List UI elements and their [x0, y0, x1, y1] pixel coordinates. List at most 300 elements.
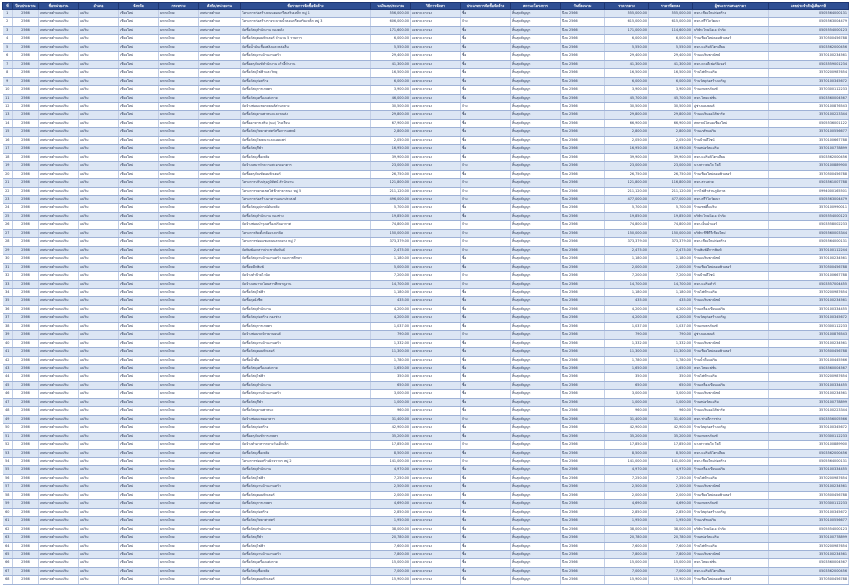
- table-cell[interactable]: เฉพาะเจาะจง: [411, 288, 461, 296]
- table-cell[interactable]: แม่ริม: [79, 26, 119, 34]
- table-cell[interactable]: สิ้นสุดสัญญา: [511, 373, 561, 381]
- table-cell[interactable]: 150,000.00: [605, 229, 649, 237]
- table-cell[interactable]: จัดซื้อวัสดุงานบ้านงานครัว กองการศึกษา: [241, 255, 371, 263]
- table-cell[interactable]: เชียงใหม่: [119, 551, 159, 559]
- table-cell[interactable]: เทศบาลตำบลแม่ริม: [39, 398, 79, 406]
- table-cell[interactable]: เทศบาลตำบล: [199, 221, 241, 229]
- table-cell[interactable]: 1,780.00: [371, 356, 411, 364]
- table-cell[interactable]: ปีงบ 2566: [561, 263, 605, 271]
- table-cell[interactable]: เทศบาลตำบล: [199, 415, 241, 423]
- column-header[interactable]: ราคากลาง: [605, 3, 649, 10]
- table-cell[interactable]: 67,900.00: [371, 119, 411, 127]
- table-cell[interactable]: เฉพาะเจาะจง: [411, 449, 461, 457]
- table-cell[interactable]: นางสาวสมใจ ใจดี: [693, 162, 769, 170]
- table-cell[interactable]: จ้าง: [461, 238, 511, 246]
- table-cell[interactable]: 11,300.00: [371, 348, 411, 356]
- table-cell[interactable]: ร้านไฟฟ้าแม่ริม: [693, 288, 769, 296]
- table-cell[interactable]: ซื้อ: [461, 517, 511, 525]
- table-cell[interactable]: จัดซื้อวัสดุเครื่องแต่งกาย: [241, 559, 371, 567]
- table-cell[interactable]: เฉพาะเจาะจง: [411, 348, 461, 356]
- table-row[interactable]: [3, 517, 849, 525]
- table-cell[interactable]: เชียงใหม่: [119, 18, 159, 26]
- table-cell[interactable]: มหาดไทย: [159, 449, 199, 457]
- table-row[interactable]: [3, 525, 849, 533]
- table-cell[interactable]: สิ้นสุดสัญญา: [511, 60, 561, 68]
- table-cell[interactable]: ปีงบ 2566: [561, 246, 605, 254]
- table-cell[interactable]: ปีงบ 2566: [561, 314, 605, 322]
- table-cell[interactable]: สิ้นสุดสัญญา: [511, 474, 561, 482]
- table-cell[interactable]: เทศบาลตำบลแม่ริม: [39, 441, 79, 449]
- table-cell[interactable]: มหาดไทย: [159, 94, 199, 102]
- table-cell[interactable]: ปีงบ 2566: [561, 86, 605, 94]
- table-cell[interactable]: สิ้นสุดสัญญา: [511, 390, 561, 398]
- table-cell[interactable]: เฉพาะเจาะจง: [411, 381, 461, 389]
- table-cell[interactable]: แม่ริม: [79, 517, 119, 525]
- table-cell[interactable]: เทศบาลตำบล: [199, 432, 241, 440]
- table-cell[interactable]: มหาดไทย: [159, 525, 199, 533]
- table-row[interactable]: [3, 153, 849, 161]
- table-cell[interactable]: ปีงบ 2566: [561, 297, 605, 305]
- table-cell[interactable]: ซื้อ: [461, 288, 511, 296]
- table-cell[interactable]: 2,800.00: [649, 128, 693, 136]
- table-cell[interactable]: ร้านไฟฟ้าแม่ริม: [693, 542, 769, 550]
- table-cell[interactable]: เทศบาลตำบล: [199, 517, 241, 525]
- table-cell[interactable]: 12: [3, 102, 13, 110]
- table-cell[interactable]: หจก.ศรีวิไลวัฒนา: [693, 18, 769, 26]
- table-cell[interactable]: สิ้นสุดสัญญา: [511, 441, 561, 449]
- table-cell[interactable]: ซื้อ: [461, 86, 511, 94]
- table-cell[interactable]: แม่ริม: [79, 365, 119, 373]
- table-cell[interactable]: ปีงบ 2566: [561, 26, 605, 34]
- table-cell[interactable]: ร้านสปอร์ตแม่ริม: [693, 534, 769, 542]
- table-cell[interactable]: ปีงบ 2566: [561, 542, 605, 550]
- table-cell[interactable]: 15,900.00: [649, 576, 693, 584]
- table-cell[interactable]: เทศบาลตำบล: [199, 136, 241, 144]
- table-cell[interactable]: สิ้นสุดสัญญา: [511, 305, 561, 313]
- table-cell[interactable]: มหาดไทย: [159, 111, 199, 119]
- table-cell[interactable]: 3570200987654: [769, 373, 849, 381]
- table-cell[interactable]: 3570100234561: [769, 339, 849, 347]
- table-cell[interactable]: ปีงบ 2566: [561, 255, 605, 263]
- table-cell[interactable]: ซื้อ: [461, 542, 511, 550]
- table-cell[interactable]: แม่ริม: [79, 94, 119, 102]
- table-cell[interactable]: 4: [3, 35, 13, 43]
- table-cell[interactable]: ซื้อ: [461, 111, 511, 119]
- table-cell[interactable]: เชียงใหม่: [119, 466, 159, 474]
- table-cell[interactable]: แม่ริม: [79, 136, 119, 144]
- table-cell[interactable]: ซื้อ: [461, 170, 511, 178]
- table-cell[interactable]: ซื้อ: [461, 508, 511, 516]
- table-cell[interactable]: เทศบาลตำบล: [199, 86, 241, 94]
- table-cell[interactable]: จ้าง: [461, 331, 511, 339]
- table-cell[interactable]: ปีงบ 2566: [561, 119, 605, 127]
- table-cell[interactable]: เทศบาลตำบลแม่ริม: [39, 331, 79, 339]
- table-cell[interactable]: เทศบาลตำบลแม่ริม: [39, 69, 79, 77]
- table-cell[interactable]: 8,500.00: [649, 449, 693, 457]
- table-cell[interactable]: 43: [3, 365, 13, 373]
- table-cell[interactable]: หจก.สวนสวย: [693, 179, 769, 187]
- table-cell[interactable]: จัดซื้อวัสดุกีฬา: [241, 145, 371, 153]
- table-cell[interactable]: มหาดไทย: [159, 305, 199, 313]
- table-cell[interactable]: ร้านแม่ริมพาณิชย์: [693, 390, 769, 398]
- table-cell[interactable]: หจก.เชียงใหม่ก่อสร้าง: [693, 10, 769, 18]
- table-cell[interactable]: ปีงบ 2566: [561, 136, 605, 144]
- table-cell[interactable]: เทศบาลตำบล: [199, 458, 241, 466]
- table-cell[interactable]: สิ้นสุดสัญญา: [511, 272, 561, 280]
- table-cell[interactable]: ปีงบ 2566: [561, 500, 605, 508]
- table-cell[interactable]: 1,000.00: [605, 398, 649, 406]
- table-cell[interactable]: นางสาวสมใจ ใจดี: [693, 441, 769, 449]
- table-cell[interactable]: เทศบาลตำบลแม่ริม: [39, 43, 79, 51]
- table-cell[interactable]: เทศบาลตำบลแม่ริม: [39, 119, 79, 127]
- table-cell[interactable]: 5,700.00: [649, 204, 693, 212]
- table-cell[interactable]: เทศบาลตำบล: [199, 305, 241, 313]
- table-cell[interactable]: 0503560004567: [769, 559, 849, 567]
- table-cell[interactable]: ปีงบ 2566: [561, 534, 605, 542]
- table-cell[interactable]: แม่ริม: [79, 77, 119, 85]
- table-cell[interactable]: มหาดไทย: [159, 263, 199, 271]
- table-cell[interactable]: เชียงใหม่: [119, 339, 159, 347]
- table-cell[interactable]: สิ้นสุดสัญญา: [511, 162, 561, 170]
- table-cell[interactable]: สิ้นสุดสัญญา: [511, 145, 561, 153]
- table-cell[interactable]: เชียงใหม่: [119, 10, 159, 18]
- table-cell[interactable]: 2566: [13, 52, 39, 60]
- table-cell[interactable]: เฉพาะเจาะจง: [411, 212, 461, 220]
- table-cell[interactable]: 1,332.00: [649, 339, 693, 347]
- table-cell[interactable]: เทศบาลตำบล: [199, 314, 241, 322]
- table-cell[interactable]: 1,180.00: [371, 288, 411, 296]
- table-cell[interactable]: มหาดไทย: [159, 331, 199, 339]
- table-cell[interactable]: มหาดไทย: [159, 567, 199, 575]
- table-cell[interactable]: 2566: [13, 407, 39, 415]
- table-cell[interactable]: 25: [3, 212, 13, 220]
- table-cell[interactable]: 1,650.00: [649, 365, 693, 373]
- table-cell[interactable]: 46: [3, 390, 13, 398]
- table-cell[interactable]: ปีงบ 2566: [561, 221, 605, 229]
- table-cell[interactable]: 3570200987654: [769, 69, 849, 77]
- table-cell[interactable]: 6,000.00: [371, 77, 411, 85]
- table-cell[interactable]: 171,600.00: [371, 26, 411, 34]
- table-cell[interactable]: 23,000.00: [605, 162, 649, 170]
- table-cell[interactable]: จัดซื้อวัสดุกีฬา: [241, 534, 371, 542]
- table-cell[interactable]: เฉพาะเจาะจง: [411, 119, 461, 127]
- table-cell[interactable]: 2,000.00: [605, 263, 649, 271]
- table-row[interactable]: [3, 458, 849, 466]
- table-cell[interactable]: แม่ริม: [79, 238, 119, 246]
- table-cell[interactable]: มหาดไทย: [159, 195, 199, 203]
- table-cell[interactable]: 2,800.00: [371, 128, 411, 136]
- table-cell[interactable]: ซื้อ: [461, 559, 511, 567]
- table-cell[interactable]: ร้านแม่ริมพาณิชย์: [693, 339, 769, 347]
- table-cell[interactable]: เชียงใหม่: [119, 221, 159, 229]
- table-cell[interactable]: 2566: [13, 339, 39, 347]
- table-cell[interactable]: 15,000.00: [649, 559, 693, 567]
- table-cell[interactable]: เทศบาลตำบลแม่ริม: [39, 390, 79, 398]
- table-row[interactable]: [3, 381, 849, 389]
- table-cell[interactable]: สิ้นสุดสัญญา: [511, 322, 561, 330]
- table-cell[interactable]: สิ้นสุดสัญญา: [511, 559, 561, 567]
- table-cell[interactable]: เทศบาลตำบล: [199, 576, 241, 584]
- table-cell[interactable]: 3570500456788: [769, 170, 849, 178]
- table-cell[interactable]: ซื้อ: [461, 255, 511, 263]
- table-cell[interactable]: มหาดไทย: [159, 145, 199, 153]
- table-cell[interactable]: จัดซื้อวัสดุงานบ้านงานครัว: [241, 390, 371, 398]
- table-cell[interactable]: 42: [3, 356, 13, 364]
- table-cell[interactable]: มหาดไทย: [159, 466, 199, 474]
- table-cell[interactable]: 2566: [13, 458, 39, 466]
- table-cell[interactable]: 7,200.00: [371, 272, 411, 280]
- table-cell[interactable]: 121,800.00: [371, 179, 411, 187]
- table-cell[interactable]: เฉพาะเจาะจง: [411, 441, 461, 449]
- table-cell[interactable]: 3570100889900: [769, 441, 849, 449]
- table-cell[interactable]: 6,000.00: [649, 77, 693, 85]
- table-cell[interactable]: 30,500.00: [371, 102, 411, 110]
- table-cell[interactable]: 2,000.00: [605, 491, 649, 499]
- table-cell[interactable]: เฉพาะเจาะจง: [411, 18, 461, 26]
- table-cell[interactable]: เชียงใหม่: [119, 348, 159, 356]
- table-cell[interactable]: เทศบาลตำบล: [199, 179, 241, 187]
- table-cell[interactable]: สิ้นสุดสัญญา: [511, 102, 561, 110]
- table-cell[interactable]: 790.00: [649, 331, 693, 339]
- table-cell[interactable]: 15,900.00: [605, 576, 649, 584]
- table-cell[interactable]: 3570500456788: [769, 348, 849, 356]
- table-cell[interactable]: 171,000.00: [605, 26, 649, 34]
- table-cell[interactable]: 2566: [13, 212, 39, 220]
- table-cell[interactable]: 2566: [13, 331, 39, 339]
- table-cell[interactable]: เทศบาลตำบล: [199, 111, 241, 119]
- table-cell[interactable]: 2566: [13, 322, 39, 330]
- table-cell[interactable]: 2566: [13, 195, 39, 203]
- table-cell[interactable]: เทศบาลตำบล: [199, 441, 241, 449]
- table-cell[interactable]: เทศบาลตำบลแม่ริม: [39, 280, 79, 288]
- table-cell[interactable]: ปีงบ 2566: [561, 111, 605, 119]
- table-cell[interactable]: 1,780.00: [605, 356, 649, 364]
- table-cell[interactable]: 26,750.00: [649, 170, 693, 178]
- table-cell[interactable]: 20: [3, 170, 13, 178]
- table-cell[interactable]: 3570100223344: [769, 111, 849, 119]
- table-cell[interactable]: ปีงบ 2566: [561, 348, 605, 356]
- table-row[interactable]: [3, 466, 849, 474]
- table-cell[interactable]: 477,000.00: [649, 195, 693, 203]
- table-cell[interactable]: ซื้อ: [461, 204, 511, 212]
- table-row[interactable]: [3, 356, 849, 364]
- table-cell[interactable]: เทศบาลตำบลแม่ริม: [39, 179, 79, 187]
- table-cell[interactable]: จัดซื้อวัสดุสำนักงาน: [241, 466, 371, 474]
- table-cell[interactable]: ปีงบ 2566: [561, 559, 605, 567]
- table-cell[interactable]: 15: [3, 128, 13, 136]
- table-row[interactable]: [3, 221, 849, 229]
- table-cell[interactable]: แม่ริม: [79, 212, 119, 220]
- column-header[interactable]: สถานะโครงการ: [511, 3, 561, 10]
- table-cell[interactable]: เทศบาลตำบลแม่ริม: [39, 26, 79, 34]
- table-cell[interactable]: เชียงใหม่: [119, 474, 159, 482]
- table-cell[interactable]: 3570100234561: [769, 52, 849, 60]
- table-cell[interactable]: 7: [3, 60, 13, 68]
- table-row[interactable]: [3, 551, 849, 559]
- table-cell[interactable]: ปีงบ 2566: [561, 441, 605, 449]
- table-row[interactable]: [3, 263, 849, 271]
- table-cell[interactable]: 0994000165501: [769, 187, 849, 195]
- table-cell[interactable]: 27: [3, 229, 13, 237]
- table-cell[interactable]: 2566: [13, 314, 39, 322]
- table-row[interactable]: [3, 441, 849, 449]
- table-cell[interactable]: 2566: [13, 69, 39, 77]
- table-row[interactable]: [3, 280, 849, 288]
- table-cell[interactable]: 2566: [13, 60, 39, 68]
- table-cell[interactable]: 2566: [13, 111, 39, 119]
- table-cell[interactable]: 555,000.00: [605, 10, 649, 18]
- table-cell[interactable]: 31,400.00: [605, 415, 649, 423]
- table-cell[interactable]: เฉพาะเจาะจง: [411, 373, 461, 381]
- table-cell[interactable]: 0505563004479: [769, 195, 849, 203]
- table-cell[interactable]: 2566: [13, 432, 39, 440]
- table-cell[interactable]: เทศบาลตำบล: [199, 246, 241, 254]
- table-cell[interactable]: 29,400.00: [605, 52, 649, 60]
- column-header[interactable]: จังหวัด: [119, 3, 159, 10]
- table-cell[interactable]: 7,000.00: [371, 567, 411, 575]
- table-cell[interactable]: แม่ริม: [79, 162, 119, 170]
- table-cell[interactable]: 1,950.00: [371, 517, 411, 525]
- table-cell[interactable]: ร้านไฟฟ้าแม่ริม: [693, 373, 769, 381]
- table-cell[interactable]: ซื้อ: [461, 119, 511, 127]
- table-cell[interactable]: สิ้นสุดสัญญา: [511, 238, 561, 246]
- table-cell[interactable]: เฉพาะเจาะจง: [411, 69, 461, 77]
- table-cell[interactable]: เทศบาลตำบลแม่ริม: [39, 94, 79, 102]
- table-row[interactable]: [3, 474, 849, 482]
- table-cell[interactable]: เทศบาลตำบลแม่ริม: [39, 10, 79, 18]
- table-row[interactable]: [3, 195, 849, 203]
- table-cell[interactable]: เฉพาะเจาะจง: [411, 10, 461, 18]
- table-cell[interactable]: 373,379.00: [371, 238, 411, 246]
- table-cell[interactable]: 26: [3, 221, 13, 229]
- table-cell[interactable]: 41,300.00: [605, 60, 649, 68]
- table-row[interactable]: [3, 483, 849, 491]
- table-cell[interactable]: สิ้นสุดสัญญา: [511, 10, 561, 18]
- table-cell[interactable]: 2,500.00: [371, 483, 411, 491]
- table-cell[interactable]: 2566: [13, 255, 39, 263]
- table-cell[interactable]: สิ้นสุดสัญญา: [511, 466, 561, 474]
- table-cell[interactable]: จัดซื้อถุงยังชีพ: [241, 297, 371, 305]
- table-cell[interactable]: 3570100234561: [769, 483, 849, 491]
- table-cell[interactable]: จัดซื้อวัสดุวิทยาศาสตร์: [241, 517, 371, 525]
- table-cell[interactable]: 2566: [13, 43, 39, 51]
- table-cell[interactable]: 2566: [13, 348, 39, 356]
- table-cell[interactable]: 30,500.00: [605, 102, 649, 110]
- table-cell[interactable]: เทศบาลตำบลแม่ริม: [39, 162, 79, 170]
- table-cell[interactable]: 0505564000131: [769, 458, 849, 466]
- table-cell[interactable]: 2566: [13, 229, 39, 237]
- table-cell[interactable]: 3570100778899: [769, 534, 849, 542]
- table-cell[interactable]: สิ้นสุดสัญญา: [511, 500, 561, 508]
- table-cell[interactable]: เทศบาลตำบลแม่ริม: [39, 407, 79, 415]
- column-header[interactable]: เลขประจำตัวผู้เสียภาษี: [769, 3, 849, 10]
- table-cell[interactable]: จัดซื้ออาหารเสริม (นม) โรงเรียน: [241, 119, 371, 127]
- table-cell[interactable]: เชียงใหม่: [119, 111, 159, 119]
- table-cell[interactable]: ปีงบ 2566: [561, 390, 605, 398]
- table-cell[interactable]: จัดซื้อครุภัณฑ์การเกษตร: [241, 432, 371, 440]
- table-cell[interactable]: มหาดไทย: [159, 221, 199, 229]
- table-cell[interactable]: ร้านวัสดุก่อสร้างเจริญ: [693, 424, 769, 432]
- table-row[interactable]: [3, 314, 849, 322]
- table-row[interactable]: [3, 272, 849, 280]
- table-cell[interactable]: เทศบาลตำบลแม่ริม: [39, 415, 79, 423]
- table-cell[interactable]: เชียงใหม่: [119, 373, 159, 381]
- table-cell[interactable]: 21: [3, 179, 13, 187]
- table-cell[interactable]: เชียงใหม่: [119, 43, 159, 51]
- table-cell[interactable]: เฉพาะเจาะจง: [411, 145, 461, 153]
- table-cell[interactable]: สิ้นสุดสัญญา: [511, 195, 561, 203]
- table-cell[interactable]: เทศบาลตำบล: [199, 255, 241, 263]
- table-row[interactable]: [3, 424, 849, 432]
- table-cell[interactable]: ซื้อ: [461, 348, 511, 356]
- table-cell[interactable]: ซื้อ: [461, 305, 511, 313]
- table-cell[interactable]: เทศบาลตำบลแม่ริม: [39, 18, 79, 26]
- table-cell[interactable]: สิ้นสุดสัญญา: [511, 86, 561, 94]
- table-cell[interactable]: 2566: [13, 474, 39, 482]
- table-cell[interactable]: 2,000.00: [371, 491, 411, 499]
- table-cell[interactable]: 0503557004455: [769, 280, 849, 288]
- table-cell[interactable]: 1,332.00: [371, 339, 411, 347]
- table-cell[interactable]: 35,200.00: [605, 432, 649, 440]
- table-cell[interactable]: หจก.เชียงใหม่ก่อสร้าง: [693, 458, 769, 466]
- table-cell[interactable]: 7,000.00: [605, 567, 649, 575]
- table-cell[interactable]: บริษัท ไทยโอเอ จำกัด: [693, 26, 769, 34]
- table-cell[interactable]: ปีงบ 2566: [561, 272, 605, 280]
- table-cell[interactable]: 3570500456788: [769, 263, 849, 271]
- table-cell[interactable]: 3570200987654: [769, 474, 849, 482]
- table-cell[interactable]: มหาดไทย: [159, 86, 199, 94]
- table-cell[interactable]: 2566: [13, 145, 39, 153]
- table-cell[interactable]: 2,000.00: [649, 263, 693, 271]
- table-cell[interactable]: จัดจ้างทำอาหารกลางวันเด็กเล็ก: [241, 441, 371, 449]
- table-cell[interactable]: เชียงใหม่: [119, 35, 159, 43]
- table-cell[interactable]: 17,850.00: [649, 441, 693, 449]
- table-cell[interactable]: แม่ริม: [79, 170, 119, 178]
- table-row[interactable]: [3, 390, 849, 398]
- table-cell[interactable]: ปีงบ 2566: [561, 551, 605, 559]
- table-cell[interactable]: เทศบาลตำบลแม่ริม: [39, 424, 79, 432]
- table-cell[interactable]: 29,400.00: [371, 52, 411, 60]
- table-cell[interactable]: ซื้อ: [461, 35, 511, 43]
- table-cell[interactable]: เฉพาะเจาะจง: [411, 491, 461, 499]
- table-cell[interactable]: แม่ริม: [79, 297, 119, 305]
- table-cell[interactable]: เฉพาะเจาะจง: [411, 102, 461, 110]
- table-cell[interactable]: มหาดไทย: [159, 187, 199, 195]
- table-cell[interactable]: เทศบาลตำบล: [199, 407, 241, 415]
- table-cell[interactable]: 48: [3, 407, 13, 415]
- table-cell[interactable]: แม่ริม: [79, 449, 119, 457]
- table-cell[interactable]: แม่ริม: [79, 69, 119, 77]
- table-cell[interactable]: 0505554000123: [769, 212, 849, 220]
- table-cell[interactable]: เทศบาลตำบล: [199, 119, 241, 127]
- table-cell[interactable]: 1,180.00: [649, 288, 693, 296]
- column-header[interactable]: ชื่อรายการจัดซื้อจัดจ้าง: [241, 3, 371, 10]
- table-cell[interactable]: เชียงใหม่: [119, 432, 159, 440]
- table-cell[interactable]: โครงการก่อสร้างอาคารเอนกประสงค์: [241, 195, 371, 203]
- table-row[interactable]: [3, 297, 849, 305]
- table-cell[interactable]: เทศบาลตำบลแม่ริม: [39, 229, 79, 237]
- table-cell[interactable]: 3570100345672: [769, 508, 849, 516]
- table-cell[interactable]: เชียงใหม่: [119, 322, 159, 330]
- table-cell[interactable]: เฉพาะเจาะจง: [411, 221, 461, 229]
- table-cell[interactable]: มหาดไทย: [159, 26, 199, 34]
- table-cell[interactable]: เฉพาะเจาะจง: [411, 43, 461, 51]
- table-cell[interactable]: 3570500456788: [769, 35, 849, 43]
- table-cell[interactable]: 29,400.00: [649, 52, 693, 60]
- table-cell[interactable]: เทศบาลตำบลแม่ริม: [39, 576, 79, 584]
- table-row[interactable]: [3, 10, 849, 18]
- table-cell[interactable]: ร้านเชียงใหม่คอมพิวเตอร์: [693, 348, 769, 356]
